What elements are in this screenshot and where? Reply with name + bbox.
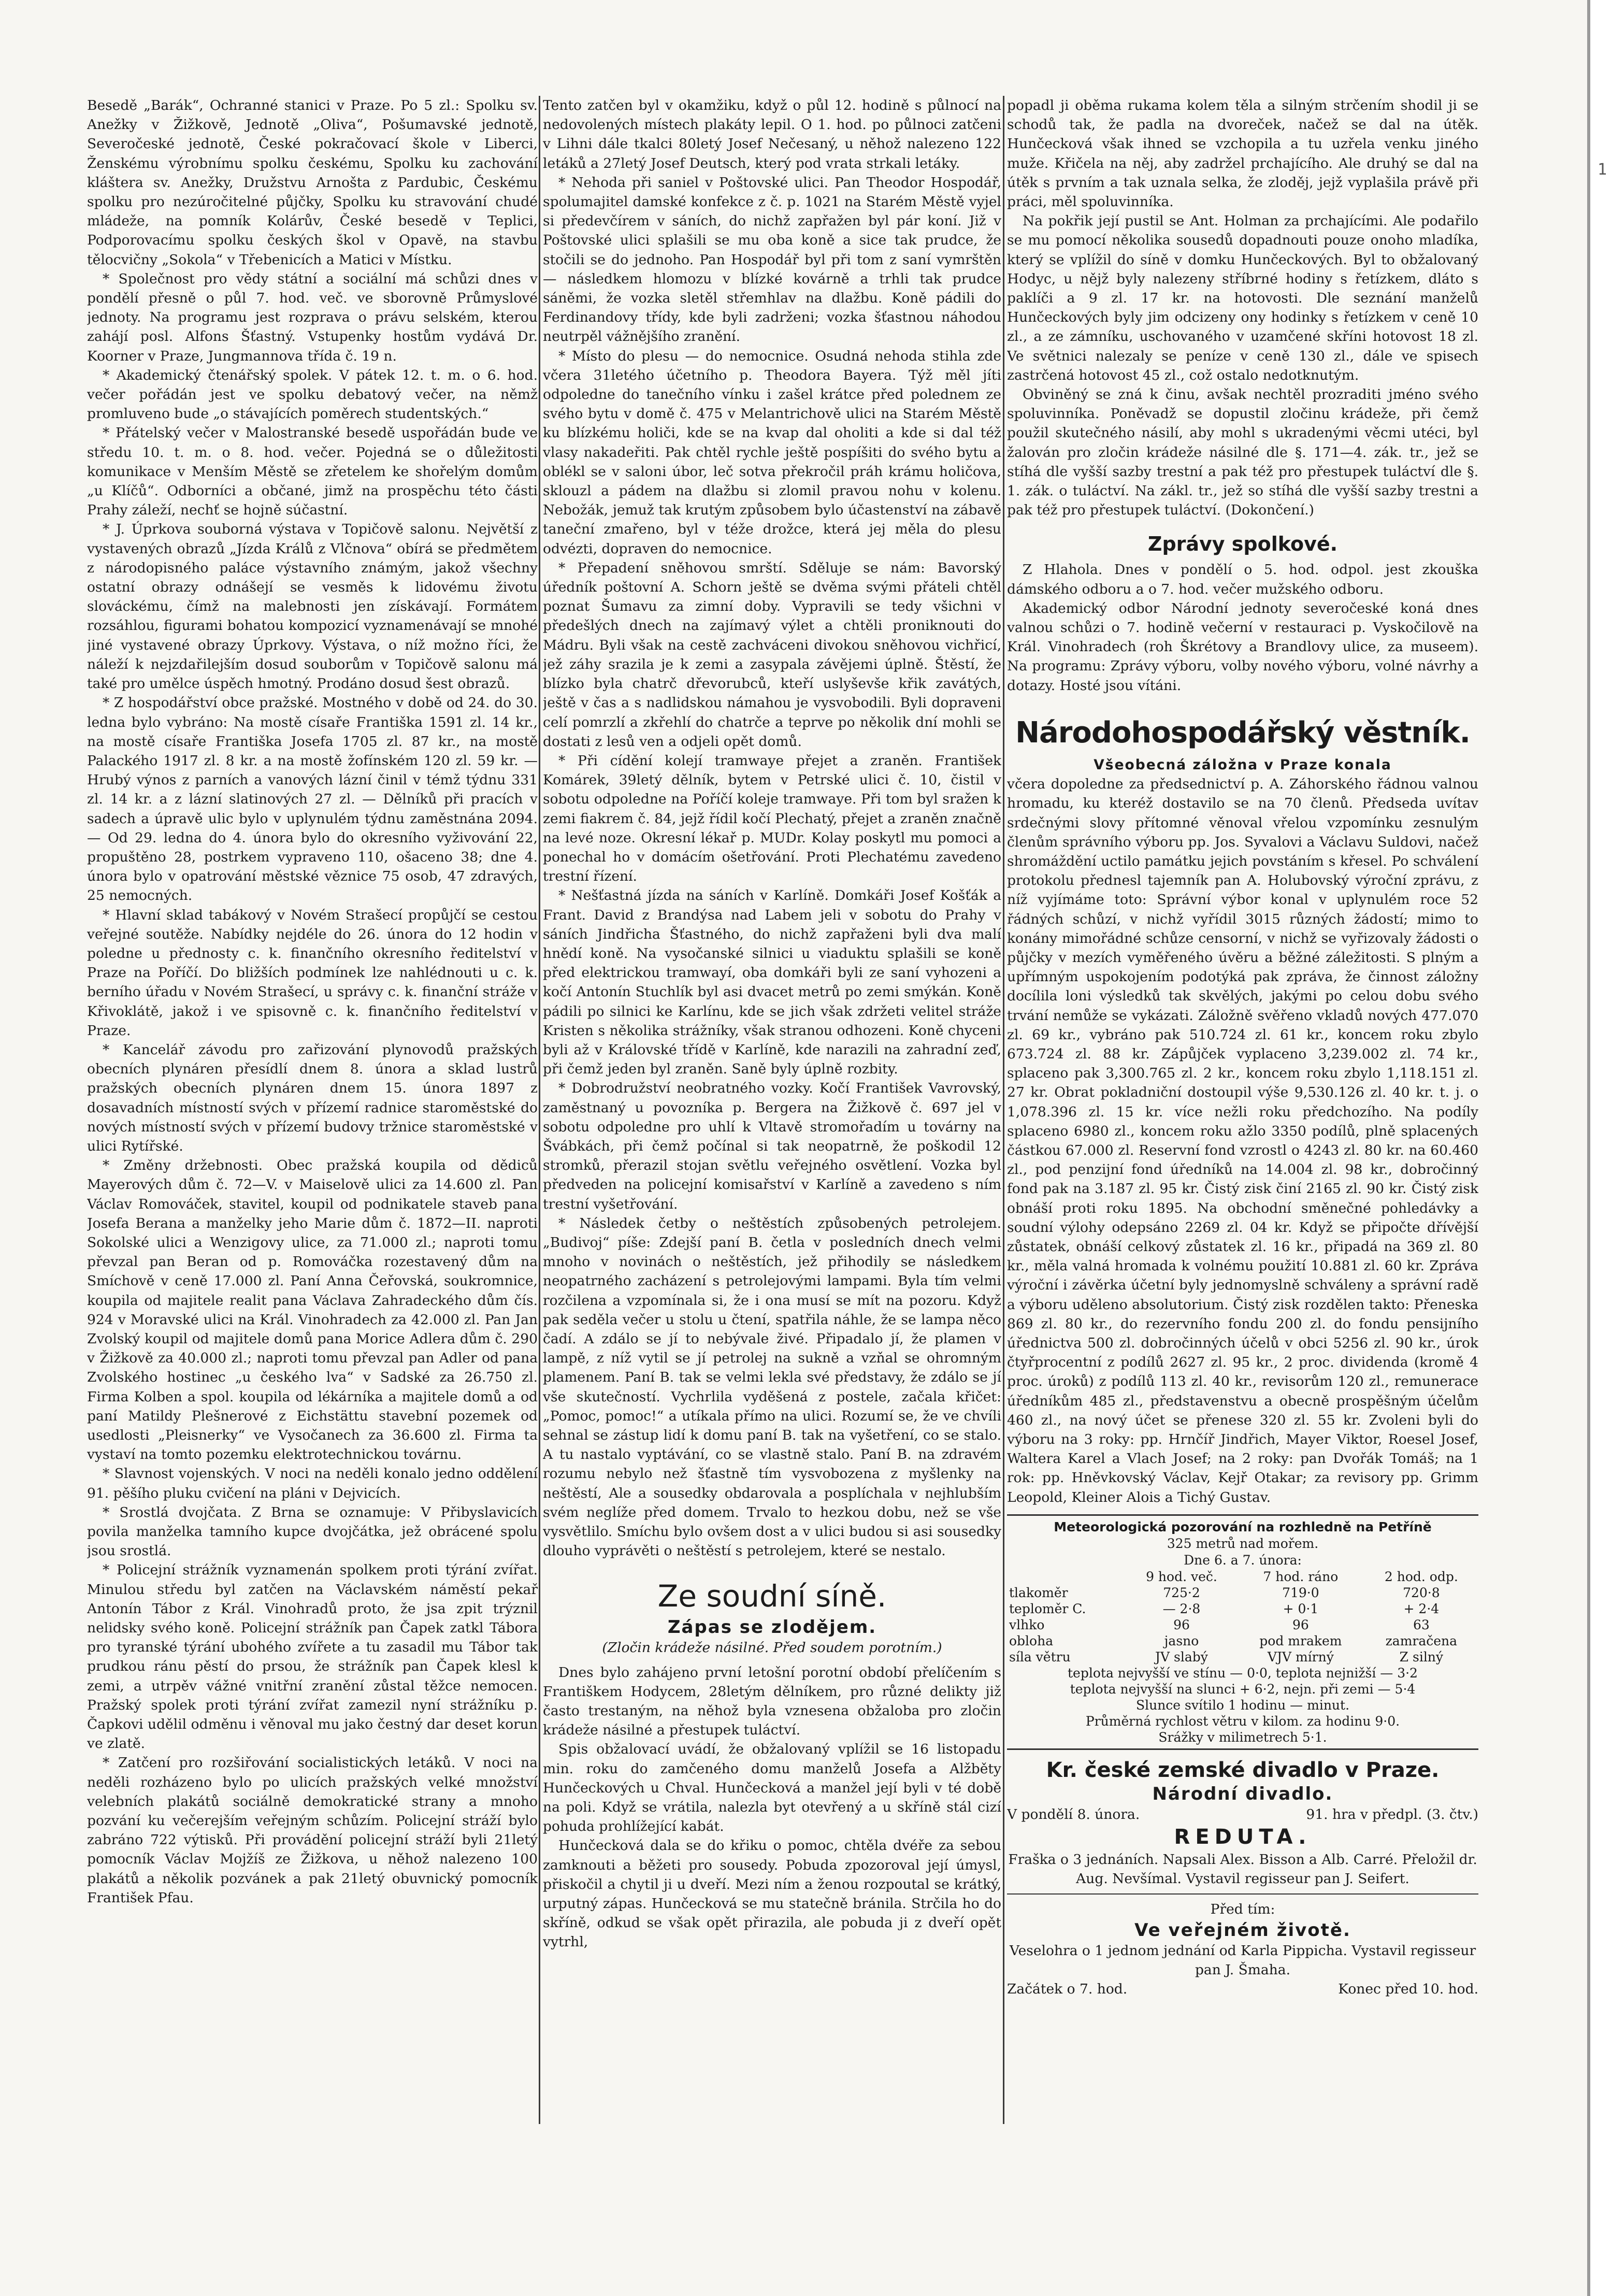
article-paragraph: * Policejní strážník vyznamenán spolkem proti týrání zvířat. Minulou středu byl zatčen na Václavském náměstí pekař Antonín Tábor z Král. Vinohradů proto, že jsa zpit trýznil nelidsky svého koně. Policejní strážník pan Čapek zatkl Tábora pro tyranské týrání ubohého zvířete a tu zasadil mu Tábor tak prudkou ránu pěstí do prsou, že strážník pan Čapek klesl k zemi, a utrpěv vážné vnitřní zranění zůstal těžce nemocen. Pražský spolek proti týrání zvířat zamezil nyní strážníku p. Čapkovi udělil odměnu i věnoval mu jako čestný dar deset korun ve zlatě.: [87, 1562, 538, 1752]
play-title: Ve veřejném životě.: [1134, 1919, 1351, 1941]
theatre-date-row: [1007, 1805, 1478, 1824]
article-paragraph: * Srostlá dvojčata. Z Brna se oznamuje: V Přibyslavicích povila manželka tamního kupce dvojčátka, jež obrácené spolu jsou srostlá.: [87, 1504, 538, 1559]
theatre-subtitle: Národní divadlo.: [1152, 1783, 1333, 1804]
meteo-cell: — 2·8: [1162, 1601, 1201, 1616]
meteo-title: Meteorologická pozorování na rozhledně na Petříně: [1054, 1519, 1432, 1534]
meteo-cell: 720·8: [1403, 1585, 1440, 1600]
meteo-note: teplota nejvyšší ve stínu — 0·0, teplota nejnižší — 3·2: [1068, 1665, 1418, 1681]
play-title: REDUTA.: [1174, 1825, 1312, 1849]
theatre-date: V pondělí 8. února.: [1007, 1806, 1140, 1823]
meteo-subtitle: 325 metrů nad mořem.: [1167, 1536, 1319, 1551]
article-paragraph: * Při cídění kolejí tramwaye přejet a zraněn. František Komárek, 39letý dělník, bytem v Petrské ulici č. 10, čistil v sobotu odpoledne na Poříčí koleje tramwaye. Při tom byl sražen k zemi fiakrem č. 84, jejž řídil kočí Plechatý, přejet a zraněn značně na levé noze. Okresní lékař p. MUDr. Kolay poskytl mu pomoci a ponechal ho v domácím ošetřování. Proti Plechatému zavedeno trestní řízení.: [543, 752, 1001, 885]
article-paragraph: * Kancelář závodu pro zařizování plynovodů pražských obecních plynáren přesídlí dnem 8. února a sklad lustrů pražských obecních plynáren dnem 15. února 1897 z dosavadních místností svých v přízemí radnice staroměstské do nových místností svých v přízemí budovy tržnice staroměstské v ulici Rytířské.: [87, 1041, 538, 1154]
vestnik-section-title: Národohospodářský věstník.: [1015, 715, 1470, 750]
meteo-date: Dne 6. a 7. února:: [1184, 1552, 1302, 1568]
spolky-paragraph: Z Hlahola. Dnes v pondělí o 5. hod. odpol. jest zkouška dámského odboru a o 7. hod. večer mužského odboru.: [1007, 562, 1478, 597]
meteo-row-label: tlakoměr: [1009, 1585, 1068, 1600]
meteo-cell: + 2·4: [1403, 1601, 1440, 1616]
court-article-title: Zápas se zlodějem.: [667, 1617, 877, 1638]
article-paragraph: * Místo do plesu — do nemocnice. Osudná nehoda stihla zde včera 31letého účetního p. Theodora Bayera. Týž měl jíti odpoledne do tanečního vínku i zašel krátce před polednem ze svého bytu v domě č. 475 v Melantrichově ulici na Starém Městě ku blízkému holiči, kde se na kvap dal oholiti a kde si dal též vlasy nakadeřiti. Pak chtěl rychle ještě pospíšiti do svého bytu a oblékl se v saloni úbor, leč sotva překročil práh krámu holičova, sklouzl a pádem na dlažbu si zlomil pravou nohu v kolenu. Nebožák, jemuž tak krutým způsobem bylo účastenství na zábavě taneční zmařeno, byl v téže drožce, která jej měla do plesu odvézti, dopraven do nemocnice.: [543, 348, 1001, 557]
article-paragraph: * Z hospodářství obce pražské. Mostného v době od 24. do 30. ledna bylo vybráno: Na mostě císaře Františka 1591 zl. 14 kr., na mostě císaře Františka Josefa 1705 zl. 87 kr., na mostě Palackého 1917 zl. 8 kr. a na mostě žofínském 120 zl. 59 kr. — Hrubý výnos z parních a vanových lázní činil v témž týdnu 331 zl. 14 kr. a z lázní slatinových 27 zl. — Dělníků při pracích v sadech a úpravě ulic bylo v uplynulém týdnu zaměstnána 2094. — Od 29. ledna do 4. února bylo do okresního vyživování 22, propuštěno 28, postrkem vypraveno 110, ošaceno 38; dne 4. února bylo v opatrování městské věznice 75 osob, 47 zdravých, 25 nemocných.: [87, 695, 538, 904]
meteo-row-label: vlhko: [1009, 1617, 1045, 1632]
article-paragraph: * Zatčení pro rozšiřování socialistických letáků. V noci na neděli rozházeno bylo po ulicích pražských velké množství velebních plakátů sociálně demokratické strany a mnoho pozvání ku večerejším veřejným schůzím. Policejní stráží bylo zabráno 722 výtisků. Při provádění policejní stráží byli 21letý pomocník Václav Mojžíš ze Žižkova, u něhož nalezeno 100 plakátů a několik pozvánek a pak 21letý obuvnický pomocník František Pfau.: [87, 1755, 538, 1906]
court-paragraph-continued: Obviněný se zná k činu, avšak nechtěl prozraditi jméno svého spoluvinníka. Poněvadž se dopustil zločinu krádeže, při čemž použil skutečného násilí, aby mohl s ukradenými věcmi utéci, byl žalován pro zločin krádeže násilné dle §. 171—4. zák. tr., jež se stíhá dle vyšší sazby trestní a pak též pro přestupek tuláctví dle §. 1. zák. o tuláctví. Na zákl. tr., jež so stíhá dle vyšší sazby trestni a pak též pro přestupek tuláctví. (Dokončení.): [1007, 386, 1478, 519]
article-paragraph: * Hlavní sklad tabákový v Novém Strašecí propůjčí se cestou veřejné soutěže. Nabídky nejdéle do 26. února do 12 hodin v poledne u přednosty c. k. finančního okresního ředitelství v Praze na Poříčí. Do bližších podmínek lze nahlédnouti u c. k. berního úřadu v Novém Strašecí, u správy c. k. finanční stráže v Křivoklátě, jakož i ve spisovně c. k. finančního ředitelství v Praze.: [87, 907, 538, 1039]
article-paragraph: * Přátelský večer v Malostranské besedě uspořádán bude ve středu 10. t. m. o 8. hod. večer. Pojedná se o důležitosti komunikace v Menším Městě se zřetelem ke shořelým domům „u Klíčů“. Odborníci a občané, jimž na prospěchu této části Prahy záleží, nechť se hojně súčastní.: [87, 425, 538, 519]
court-paragraph: Spis obžalovací uvádí, že obžalovaný vplížil se 16 listopadu min. roku do zamčeného domu manželů Josefa a Alžběty Hunčeckových u Chval. Hunčecková a manžel její byli v té době na poli. Když se vrátila, nalezla byt otevřený a u skříně stál cizí pohuda prohlížející kabát.: [543, 1741, 1001, 1835]
meteo-row: [1007, 1601, 1478, 1617]
article-paragraph: * Přepadení sněhovou smrští. Sděluje se nám: Bavorský úředník poštovní A. Schorn ještě se dvěma svými přáteli chtěl poznat Šumavu za zimní doby. Vypravili se tedy všichni v předešlých dnech na zajímavý výlet a chtěli proniknouti do Mádru. Byli však na cestě zachváceni divokou sněhovou vichřicí, jež záhy srazila je k zemi a zasypala závějemi úplně. Štěstí, že blízko byla chatrč dřevorubců, kteří uslyševše křik zavátých, ještě v čas a s nadlidskou námahou je vysvobodili. Byli dopraveni celí pomrzlí a zkřehlí do chatrče a teprve po několik dní mohli se dostati z lesů ven a odjeli opět domů.: [543, 559, 1001, 750]
meteo-col-header: 2 hod. odp.: [1384, 1569, 1458, 1584]
article-paragraph: * Nešťastná jízda na sáních v Karlíně. Domkáři Josef Košťák a Frant. David z Brandýsa nad Labem jeli v sobotu do Prahy v sáních Jindřicha Šťastného, do nichž zapřaženi byli dva malí hnědí koně. Na vysočanské silnici u viaduktu splašili se koně před elektrickou tramwayí, oba domkáři byli ze saní vyhozeni a kočí Antonín Stuchlík byl asi dvacet metrů po zemi smýkán. Koně pádili po silnici ke Karlínu, kde se jich však zdržeti velitel stráže Kristen s několika strážníky, však stranou odhozeni. Koně chyceni byli až v Královské třídě v Karlíně, kde narazili na zahradní zeď, při čemž jeden byl zraněn. Saně byly úplně rozbity.: [543, 887, 1001, 1078]
court-paragraph: Hunčecková dala se do křiku o pomoc, chtěla dvéře za sebou zamknouti a běžeti pro sousedy. Pobuda zpozoroval její úmysl, přiskočil a chytil ji u dveří. Mezi ním a ženou rozpoutal se krátký, urputný zápas. Hunčecková se mu statečně bránila. Strčila ho do skříně, odkud se však opět přirazila, ale pobuda ji z dveří opět vytrhl,: [543, 1838, 1001, 1950]
meteo-note: Slunce svítilo 1 hodinu — minut.: [1135, 1697, 1350, 1713]
meteo-row: [1007, 1633, 1478, 1649]
theatre-end: Konec před 10. hod.: [1338, 1981, 1478, 1998]
vestnik-heading: Všeobecná záložna v Praze konala: [1094, 756, 1392, 773]
column-1: [87, 96, 538, 2168]
meteo-row: [1007, 1649, 1478, 1665]
play-description: Veselohra o 1 jednom jednání od Karla Pippicha. Vystavil regisseur pan J. Šmaha.: [1009, 1942, 1476, 1978]
meteo-cell: Z silný: [1399, 1649, 1444, 1664]
article-paragraph: * Slavnost vojenských. V noci na neděli konalo jedno oddělení 91. pěšího pluku cvičení na pláni v Dejvicích.: [87, 1466, 538, 1501]
meteo-note: Srážky v milimetrech 5·1.: [1158, 1729, 1327, 1745]
theatre-title: Kr. české zemské divadlo v Praze.: [1046, 1758, 1440, 1782]
meteo-header-row: [1007, 1569, 1478, 1585]
meteo-table: [1007, 1569, 1478, 1665]
play-description: Fraška o 3 jednáních. Napsali Alex. Bisson a Alb. Carré. Přeložil dr. Aug. Nevšímal. Vystavil regisseur pan J. Seifert.: [1008, 1852, 1477, 1887]
divider: [1007, 1893, 1478, 1895]
meteo-row-label: obloha: [1009, 1633, 1054, 1648]
spolky-paragraph: Akademický odbor Národní jednoty severočeské koná dnes valnou schůzi o 7. hodině večerní v restauraci p. Vyskočilově na Král. Vinohradech (roh Škrétovy a Brandlovy ulice, za museem). Na programu: Zprávy výboru, volby nového výboru, volné návrhy a dotazy. Hosté jsou vítáni.: [1007, 600, 1478, 694]
meteo-cell: jasno: [1164, 1633, 1199, 1648]
meteo-cell: pod mrakem: [1259, 1633, 1342, 1648]
vestnik-paragraph: včera dopoledne za předsednictví p. A. Záhorského řádnou valnou hromadu, ku kteréž dostavilo se na 70 členů. Předseda uvítav srdečnými slovy přítomné věnoval vřelou vzpomínku zesnulým členům správního výboru pp. Jos. Syvalovi a Václavu Suldovi, načež shromáždění uctilo památku jejich povstáním s křesel. Po schválení protokolu přednesl tajemník pan A. Holubovský výroční zprávu, z níž vyjímáme toto: Správní výbor konal v uplynulém roce 52 řádných schůzí, v nichž vyřídil 3015 různých žádostí; mimo to konány mimořádné schůze censorní, v nichž se vyřizovaly žádosti o půjčky v mezích vyměřeného úvěru a běžné záležitosti. S plným a upřímným uspokojením podotýká pak zpráva, že činnost záložny docílila loni výsledků tak skvělých, jakými po celou dobu svého trvání nemůže se vykázati. Záložně svěřeno vkladů nových 477.070 zl. 69 kr., vybráno pak 510.724 zl. 61 kr., koncem roku zbylo 673.724 zl. 88 kr. Zápůjček vyplaceno 3,239.002 zl. 74 kr., splaceno pak 3,300.765 zl. 2 kr., koncem roku zbylo 1,118.151 zl. 27 kr. Obrat pokladniční dostoupil výše 9,530.126 zl. 40 kr. t. j. o 1,078.396 zl. 15 kr. více nežli roku předchozího. Na podíly splaceno 6980 zl., koncem roku ažlo 3350 podílů, plně splacených částkou 67.000 zl. Reservní fond vzrostl o 4243 zl. 80 kr. na 60.460 zl., pod penzijní fond úředníků na 14.004 zl. 98 kr., dobročinný fond pak na 3.187 zl. 95 kr. Čistý zisk činí 2165 zl. 90 kr. Čistý zisk obnáší proti roku 1895. Na obchodní směnečné pohledávky a soudní výlohy odepsáno 2269 zl. 04 kr. Když se připočte dřívější zůstatek, obnáší celkový zůstatek zl. 16 kr., připadá na 369 zl. 80 kr., měla valná hromada k volnému použití 10.881 zl. 60 kr. Zpráva výroční i závěrka účetní byly jednomyslně schváleny a správní radě a výboru uděleno absolutorium. Čistý zisk rozdělen takto: Přeneska 869 zl. 80 kr., do rezervního fondu 200 zl. do fondu pensijního úřednictva 500 zl. dobročinných účelů v obci 5256 zl. 90 kr., úrok čtyřprocentní z podílů 2627 zl. 95 kr., 2 proc. dividenda (kromě 4 proc. úroků) z podílů 113 zl. 40 kr., revisorům 120 zl., remunerace úředníkům 485 zl., představenstvu a obecně prospěšným účelům 460 zl., na nový účet se přenese 320 zl. 55 kr. Zvoleni byli do výboru na 3 roky: pp. Hrnčíř Jindřich, Mayer Viktor, Roesel Josef, Waltera Karel a Vlach Josef; na 2 roky: pan Dvořák Tomáš; na 1 rok: pp. Hněvkovský Václav, Kejř Otakar; za revisory pp. Grimm Leopold, Kleiner Alois a Tichý Gustav.: [1007, 776, 1478, 1505]
meteo-row: [1007, 1585, 1478, 1601]
article-paragraph: * Dobrodružství neobratného vozky. Kočí František Vavrovský, zaměstnaný u povozníka p. Bergera na Žižkově č. 697 jel v sobotu odpoledne pro uhlí k Vltavě stromořadím u továrny na Švábkách, při čemž počínal si tak neopatrně, že poškodil 12 stromků, přerazil stojan světlu veřejného osvětlení. Vozka byl předveden na policejní komisařství v Karlíně a zavedeno s ním trestní vyšetřování.: [543, 1080, 1001, 1212]
article-paragraph: * J. Úprkova souborná výstava v Topičově salonu. Největší z vystavených obrazů „Jízda Králů z Vlčnova“ obírá se předmětem z národopisného paláce výstavního známým, jakož všechny ostatní obrazy odnášejí se vesměs k lidovému životu slováckému, čímž na malebnosti jen získávají. Formátem rozsáhlou, figurami bohatou kompozicí vyznamenávají se mnohé jiné vystavené obrazy Úprkovy. Výstava, o níž možno říci, že náleží k nejzdařilejším dosud souborům v Topičově salonu má také pro umělce úspěch hmotný. Prodáno dosud šest obrazů.: [87, 521, 538, 692]
article-paragraph: * Změny držebnosti. Obec pražská koupila od dědiců Mayerových dům č. 72—V. v Maiselově ulici za 14.600 zl. Pan Václav Romováček, stavitel, koupil od podnikatele staveb pana Josefa Berana a manželky jeho Marie dům č. 1872—II. naproti Sokolské ulici a Wenzigovy ulice, za 71.000 zl.; naproti tomu převzal pan Beran od p. Romováčka rozestavený dům na Smíchově v ceně 17.000 zl. Paní Anna Čeřovská, soukromnice, koupila od majitele realit pana Václava Zahradeckého dům čís. 924 v Moravské ulici na Král. Vinohradech za 42.000 zl. Pan Jan Zvolský koupil od majitele domů pana Morice Adlera dům č. 290 v Žižkově za 40.000 zl.; naproti tomu převzal pan Adler od pana Zvolského hostinec „u českého lva“ v Sadské za 26.750 zl. Firma Kolben a spol. koupila od lékárníka a majitele domů a od paní Matildy Plešnerové z Eichstättu stavební pozemek od usedlosti „Pleisnerky“ ve Vysočanech za 36.600 zl. Firma ta vystaví na tomto pozemku elektrotechnickou továrnu.: [87, 1157, 538, 1463]
theatre-before: Před tím:: [1210, 1901, 1275, 1918]
article-paragraph: Besedě „Barák“, Ochranné stanici v Praze. Po 5 zl.: Spolku sv. Anežky v Žižkově, Jednotě „Oliva“, Pošumavské jednotě, Severočeské jednotě, České pokračovací škole v Liberci, Ženskému výrobnímu spolku českému, Spolku ku zachování kláštera sv. Anežky, Družstvu Arnošta z Pardubic, Českému spolku pro nezúročitelné půjčky, Spolku ku stravování chudé mládeže, na pomník Kolárův, České besedě v Teplici, Podporovacímu spolku českých škol v Opavě, na stavbu tělocvičny „Sokola“ v Třebenicích a Matici v Místku.: [87, 97, 538, 268]
court-article-note: (Zločin krádeže násilné. Před soudem porotním.): [602, 1640, 942, 1656]
meteo-box: [1007, 1514, 1478, 1750]
article-paragraph: * Nehoda při saniel v Poštovské ulici. Pan Theodor Hospodář, spolumajitel damské konfekce z č. p. 1021 na Starém Městě vyjel si předevčírem v sáních, do nichž zapřažen byl pár koní. Již v Poštovské ulici splašili se mu oba koně a sice tak prudce, že stočili se do jednoho. Pan Hospodář byl při tom z saní vymrštěn — následkem hlomozu v blízké kovárně a trhli tak prudce sáněmi, že vozka sletěl střemhlav na dlažbu. Koně pádili do Ferdinandovy třídy, kde byli zadrženi; vozka šťastnou náhodou neutrpěl vážnějšího zranění.: [543, 174, 1001, 345]
meteo-cell: + 0·1: [1283, 1601, 1319, 1616]
meteo-cell: 96: [1292, 1617, 1309, 1632]
meteo-cell: zamračena: [1385, 1633, 1458, 1648]
column-3: [1007, 96, 1478, 2168]
court-paragraph-continued: Na pokřik její pustil se Ant. Holman za prchajícími. Ale podařilo se mu pomocí několika sousedů dopadnouti pouze onoho mladíka, který se vplížil do síně v domku Hunčeckových. Byl to obžalovaný Hodyc, u nějž byly nalezeny stříbrné hodiny s řetízkem, dláto s paklíči a 9 zl. 17 kr. na hotovosti. Dle seznání manželů Hunčeckových byly jim odcizeny ony hodinky s řetízkem v ceně 10 zl., a ze zámníku, uschovaného v uzamčené skříni hotovost 18 zl. Ve světnici nalezaly se peníze v ceně 130 zl., dále ve spisech zastrčená hotovost 45 zl., což ostalo nedotknutým.: [1007, 213, 1478, 383]
meteo-cell: 96: [1173, 1617, 1190, 1632]
meteo-note: Průměrná rychlost větru v kilom. za hodinu 9·0.: [1085, 1713, 1400, 1729]
theatre-box: [1007, 1757, 1478, 1999]
meteo-cell: 719·0: [1282, 1585, 1319, 1600]
meteo-col-header: 7 hod. ráno: [1263, 1569, 1339, 1584]
court-paragraph-continued: popadl ji oběma rukama kolem těla a silným strčením shodil ji se schodů tak, že padla na dvoreček, načež se dal na útěk. Hunčecková však ihned se vzchopila a tu uzřela venku jiného muže. Křičela na něj, aby zadržel prchajícího. Ale druhý se dal na útěk s prvním a tak uznala selka, že zloděj, jejž vyplašila právě při práci, měl spoluvinníka.: [1007, 97, 1478, 210]
article-paragraph: * Akademický čtenářský spolek. V pátek 12. t. m. o 6. hod. večer pořádán jest ve spolku debatový večer, na němž promluveno bude „o stávajících poměrech studentských.“: [87, 367, 538, 422]
page-edge-mark: 1: [1597, 161, 1607, 179]
meteo-row-label: teploměr C.: [1009, 1601, 1086, 1616]
court-section-title: Ze soudní síně.: [657, 1578, 887, 1614]
meteo-cell: VJV mírný: [1267, 1649, 1334, 1664]
theatre-times-row: [1007, 1979, 1478, 1999]
meteo-cell: 63: [1413, 1617, 1430, 1632]
theatre-start: Začátek o 7. hod.: [1007, 1981, 1128, 1998]
column-2: [543, 96, 1001, 2168]
article-paragraph: * Společnost pro vědy státní a sociální má schůzi dnes v pondělí přesně o půl 7. hod. več. ve sborovně Průmyslové jednoty. Na programu jest rozprava o právu selském, kterou zahájí posl. Alfons Šťastný. Vstupenky hostům vydává Dr. Koorner v Praze, Jungmannova třída č. 19 n.: [87, 270, 538, 364]
meteo-note: teplota nejvyšší na slunci + 6·2, nejn. při zemi — 5·4: [1070, 1681, 1416, 1697]
meteo-cell: 725·2: [1163, 1585, 1200, 1600]
column-rule: [1003, 96, 1004, 2124]
page-edge: [1587, 0, 1611, 2296]
spolky-section-title: Zprávy spolkové.: [1147, 533, 1338, 556]
column-rule: [539, 96, 540, 2124]
theatre-subscription: 91. hra v předpl. (3. čtv.): [1306, 1806, 1478, 1823]
court-paragraph: Dnes bylo zahájeno první letošní porotní období přelíčením s Františkem Hodycem, 28letým dělníkem, pro různé delikty již často trestaným, na něhož byla vznesena obžaloba pro zločin krádeže násilné a přestupek tuláctví.: [543, 1664, 1001, 1739]
meteo-col-header: 9 hod. več.: [1146, 1569, 1217, 1584]
meteo-row: [1007, 1617, 1478, 1633]
meteo-row-label: síla větru: [1009, 1649, 1071, 1664]
article-paragraph: Tento zatčen byl v okamžiku, když o půl 12. hodině s půlnocí na nedovolených místech plakáty lepil. O 1. hod. po půlnoci zatčeni v Lihni dále tkalci 80letý Josef Nečesaný, u něhož nalezeno 122 letáků a 27letý Josef Deutsch, který pod vrata strkali letáky.: [543, 97, 1001, 171]
meteo-cell: JV slabý: [1155, 1649, 1208, 1664]
article-paragraph: * Následek četby o neštěstích způsobených petrolejem. „Budivoj“ píše: Zdejší paní B. četla v posledních dnech velmi mnoho v novinách o neštěstích, jež přihodily se následkem neopatrného zacházení s petrolejovými lampami. Byla tím velmi rozčilena a vzpomínala si, že i ona musí se mít na pozoru. Když pak seděla večer u stolu u čtení, spatřila náhle, že se lampa něco čadí. A zdálo se jí to nebývale živé. Připadalo jí, že plamen v lampě, z níž vytil se jí petrolej na sukně a vzňal se ohromným plamenem. Paní B. tak se velmi lekla své představy, že zdálo se jí vše skutečností. Vychrlila vyděšená z postele, začala křičet: „Pomoc, pomoc!“ a utíkala přímo na ulici. Rozumí se, že ve chvíli sehnal se zástup lidí k domu paní B. tak na vyšetření, co se stalo. A tu nastalo vyptávání, co se vlastně stalo. Paní B. na zdravém rozumu nebylo než šťastně tím vysvobozena z myšlenky na neštěstí, Ale a sousedky obdarovala a posplíchala v nejhlubším svém neglíže před domem. Trvalo to hezkou dobu, než se vše vysvětlilo. Smíchu bylo ovšem dost a v ulici budou si asi sousedky dlouho vyprávěti o neštěstí s petrolejem, které se nestalo.: [543, 1215, 1001, 1559]
